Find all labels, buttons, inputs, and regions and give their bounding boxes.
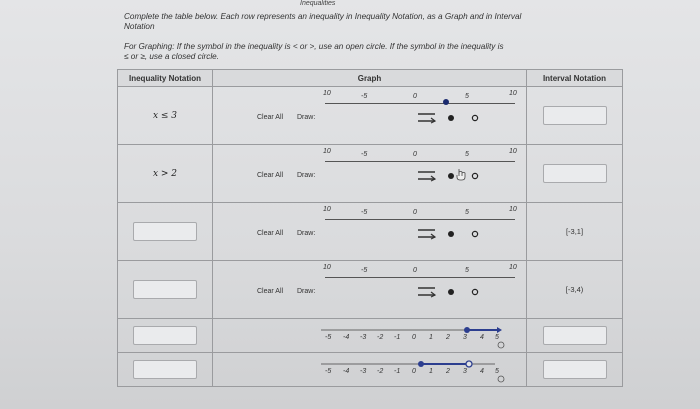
closed-circle-icon[interactable] — [447, 172, 455, 180]
tick-label: 4 — [480, 368, 484, 375]
table-row — [118, 319, 623, 353]
number-line — [325, 161, 515, 162]
number-line — [325, 219, 515, 220]
tick-label: -1 — [394, 334, 401, 341]
interval-value: [-3,4) — [527, 261, 623, 319]
hand-cursor-icon — [455, 167, 467, 181]
table-row — [118, 353, 623, 387]
tick-label: -5 — [325, 368, 332, 375]
axis-label: 0 — [413, 151, 417, 158]
axis-label: 5 — [465, 151, 469, 158]
tick-label: 0 — [412, 334, 416, 341]
interval-value: [-3,1] — [527, 203, 623, 261]
table-row — [118, 261, 623, 319]
inequality-input[interactable] — [133, 326, 197, 345]
inequality-cell — [118, 319, 213, 353]
table-row — [118, 203, 623, 261]
tick-label: -2 — [377, 368, 384, 375]
axis-label: 10 — [509, 90, 517, 97]
clear-all-button[interactable]: Clear All — [257, 230, 284, 237]
graph-tool[interactable] — [213, 145, 526, 202]
col-inequality-notation: Inequality Notation — [118, 70, 213, 87]
axis-label: -5 — [361, 267, 368, 274]
clear-all-button[interactable]: Clear All — [257, 114, 284, 121]
graph-tool[interactable] — [213, 261, 526, 318]
draw-label: Draw: — [297, 114, 316, 121]
ray-icon[interactable] — [417, 228, 437, 240]
graph-cell — [213, 87, 527, 145]
graph-cell — [213, 353, 527, 387]
interval-input[interactable] — [543, 326, 607, 345]
axis-label: -5 — [361, 93, 368, 100]
table-header — [118, 70, 623, 87]
interval-cell — [527, 145, 623, 203]
tick-label: -3 — [360, 334, 367, 341]
open-circle-icon[interactable] — [471, 288, 479, 296]
draw-label: Draw: — [297, 172, 316, 179]
tick-label: -4 — [343, 334, 350, 341]
inequality-cell — [118, 261, 213, 319]
tick-label: -4 — [343, 368, 350, 375]
tick-label: 4 — [480, 334, 484, 341]
inequality-input[interactable] — [133, 360, 197, 379]
tick-label: 5 — [495, 334, 499, 341]
axis-label: 5 — [465, 209, 469, 216]
axis-label: -5 — [361, 209, 368, 216]
closed-point[interactable] — [443, 99, 449, 105]
clear-all-button[interactable]: Clear All — [257, 172, 284, 179]
tick-label: 5 — [495, 368, 499, 375]
tick-label: -3 — [360, 368, 367, 375]
number-line — [325, 103, 515, 104]
interval-input[interactable] — [543, 360, 607, 379]
inequality-cell: x ≤ 3 — [118, 87, 213, 145]
number-line-graph — [213, 353, 526, 386]
axis-label: 5 — [465, 267, 469, 274]
ray-icon[interactable] — [417, 286, 437, 298]
open-circle-icon[interactable] — [471, 230, 479, 238]
ray-icon[interactable] — [417, 170, 437, 182]
tick-label: -2 — [377, 334, 384, 341]
axis-label: 5 — [465, 93, 469, 100]
tick-label: 2 — [446, 368, 450, 375]
col-interval-notation: Interval Notation — [527, 70, 623, 87]
graph-cell — [213, 145, 527, 203]
interval-cell — [527, 87, 623, 145]
graph-tool[interactable] — [213, 203, 526, 260]
graph-cell — [213, 319, 527, 353]
tick-label: 2 — [446, 334, 450, 341]
inequality-input[interactable] — [133, 280, 197, 299]
cropped-heading: Inequalities — [300, 0, 336, 7]
tick-label: 3 — [463, 334, 467, 341]
inequality-cell — [118, 203, 213, 261]
axis-label: 10 — [323, 90, 331, 97]
axis-label: 10 — [509, 148, 517, 155]
col-graph: Graph — [213, 70, 527, 87]
table-row — [118, 145, 623, 203]
tick-label: 3 — [463, 368, 467, 375]
tick-label: 1 — [429, 334, 433, 341]
open-circle-icon[interactable] — [471, 114, 479, 122]
inequality-cell — [118, 353, 213, 387]
number-line-graph — [213, 319, 526, 352]
clear-all-button[interactable]: Clear All — [257, 288, 284, 295]
table-row — [118, 87, 623, 145]
interval-input[interactable] — [543, 106, 607, 125]
axis-label: 0 — [413, 267, 417, 274]
closed-circle-icon[interactable] — [447, 114, 455, 122]
axis-label: 10 — [323, 206, 331, 213]
tick-label: -5 — [325, 334, 332, 341]
tick-label: 1 — [429, 368, 433, 375]
graph-tool[interactable] — [213, 87, 526, 144]
inequality-table — [117, 69, 623, 387]
interval-cell — [527, 319, 623, 353]
axis-label: 0 — [413, 93, 417, 100]
ray-icon[interactable] — [417, 112, 437, 124]
closed-circle-icon[interactable] — [447, 288, 455, 296]
tick-label: -1 — [394, 368, 401, 375]
tick-label: 0 — [412, 368, 416, 375]
inequality-cell: x > 2 — [118, 145, 213, 203]
interval-cell — [527, 353, 623, 387]
instructions: Complete the table below. Each row represents an inequality in Inequality Notation, as a Graph and in Interval Notation — [124, 12, 522, 31]
interval-input[interactable] — [543, 164, 607, 183]
inequality-input[interactable] — [133, 222, 197, 241]
draw-label: Draw: — [297, 230, 316, 237]
axis-label: 0 — [413, 209, 417, 216]
graphing-instructions: For Graphing: If the symbol in the inequality is < or >, use an open circle. If the symbol in the inequality is ≤ or ≥, use a closed circle. — [124, 42, 504, 61]
axis-label: 10 — [509, 264, 517, 271]
draw-label: Draw: — [297, 288, 316, 295]
graph-cell — [213, 203, 527, 261]
closed-circle-icon[interactable] — [447, 230, 455, 238]
axis-label: 10 — [323, 148, 331, 155]
axis-label: 10 — [509, 206, 517, 213]
axis-label: -5 — [361, 151, 368, 158]
graph-cell — [213, 261, 527, 319]
axis-label: 10 — [323, 264, 331, 271]
number-line — [325, 277, 515, 278]
open-circle-icon[interactable] — [471, 172, 479, 180]
